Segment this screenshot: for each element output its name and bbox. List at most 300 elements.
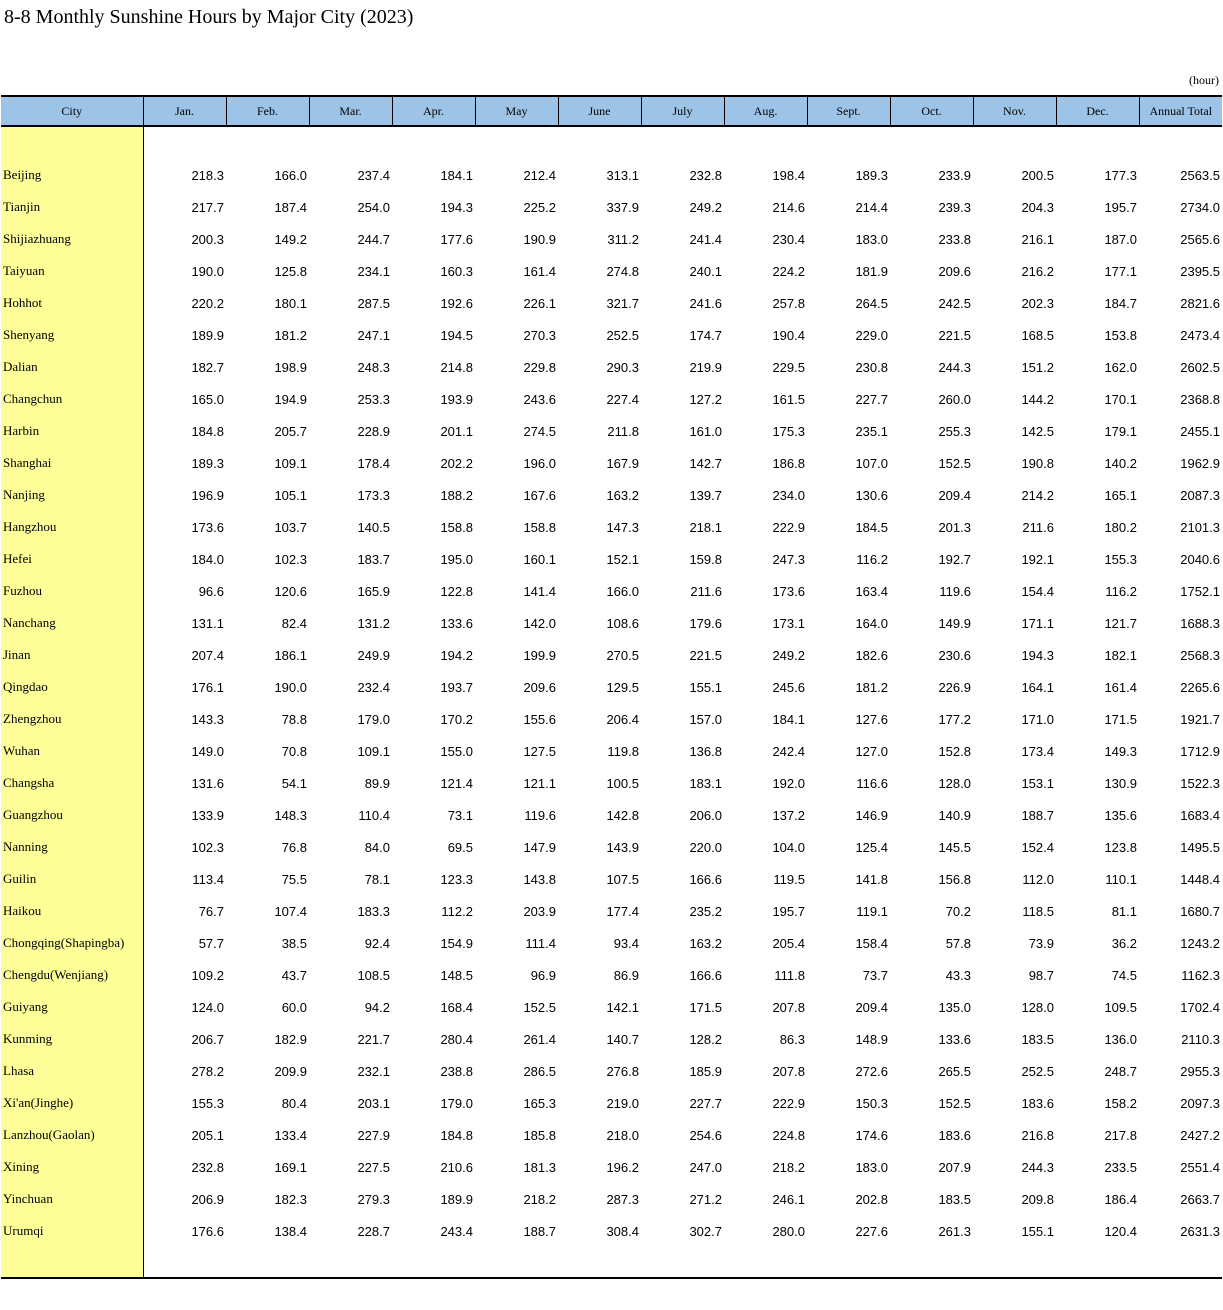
- month-value-cell: 146.9: [855, 807, 888, 823]
- month-value-cell: 235.1: [855, 423, 888, 439]
- month-value-cell: 116.6: [856, 775, 888, 791]
- month-value-cell: 227.5: [357, 1159, 390, 1175]
- month-value-cell: 113.4: [192, 871, 224, 887]
- month-value-cell: 219.9: [689, 359, 722, 375]
- month-value-cell: 198.9: [274, 359, 307, 375]
- month-value-cell: 121.7: [1104, 615, 1137, 631]
- month-value-cell: 290.3: [606, 359, 639, 375]
- month-value-cell: 183.6: [1021, 1095, 1054, 1111]
- city-name: Guangzhou: [3, 807, 63, 822]
- month-value-cell: 209.9: [274, 1063, 307, 1079]
- month-value-cell: 222.9: [772, 519, 805, 535]
- month-value-cell: 170.1: [1104, 391, 1137, 407]
- month-value-cell: 183.7: [357, 551, 390, 567]
- month-value-cell: 70.8: [281, 743, 307, 759]
- month-value-cell: 187.0: [1104, 231, 1137, 247]
- month-value-cell: 195.7: [1104, 199, 1137, 215]
- data-sheet: [1, 95, 1222, 1279]
- month-value-cell: 202.3: [1021, 295, 1054, 311]
- month-value-cell: 128.0: [938, 775, 971, 791]
- month-value-cell: 163.4: [855, 583, 888, 599]
- city-name: Guilin: [3, 871, 37, 886]
- city-name: Hangzhou: [3, 519, 57, 534]
- column-header: July: [641, 96, 724, 126]
- month-value-cell: 211.6: [690, 583, 722, 599]
- month-value-cell: 260.0: [938, 391, 971, 407]
- month-value-cell: 278.2: [191, 1063, 224, 1079]
- city-name: Kunming: [3, 1031, 53, 1046]
- month-value-cell: 165.9: [357, 583, 390, 599]
- month-value-cell: 154.9: [440, 935, 473, 951]
- annual-total-cell: 2563.5: [1180, 167, 1220, 183]
- month-value-cell: 109.1: [357, 743, 390, 759]
- month-value-cell: 119.8: [607, 743, 639, 759]
- month-value-cell: 57.8: [945, 935, 971, 951]
- month-value-cell: 287.5: [357, 295, 390, 311]
- month-value-cell: 216.2: [1021, 263, 1054, 279]
- month-value-cell: 153.1: [1021, 775, 1054, 791]
- city-name: Zhengzhou: [3, 711, 62, 726]
- city-name: Nanjing: [3, 487, 45, 502]
- month-value-cell: 232.4: [357, 679, 390, 695]
- month-value-cell: 128.0: [1021, 999, 1054, 1015]
- month-value-cell: 280.4: [440, 1031, 473, 1047]
- month-value-cell: 189.3: [191, 455, 224, 471]
- spacer-row: [1, 126, 1222, 159]
- month-value-cell: 242.4: [772, 743, 805, 759]
- month-value-cell: 204.3: [1021, 199, 1054, 215]
- annual-total-cell: 2087.3: [1180, 487, 1220, 503]
- month-value-cell: 246.1: [772, 1191, 805, 1207]
- month-value-cell: 171.5: [1104, 711, 1137, 727]
- city-name: Changchun: [3, 391, 63, 406]
- month-value-cell: 214.2: [1021, 487, 1054, 503]
- month-value-cell: 255.3: [938, 423, 971, 439]
- city-name: Changsha: [3, 775, 55, 790]
- annual-total-cell: 2101.3: [1180, 519, 1220, 535]
- month-value-cell: 221.5: [689, 647, 722, 663]
- month-value-cell: 249.2: [689, 199, 722, 215]
- month-value-cell: 166.0: [274, 167, 307, 183]
- month-value-cell: 127.5: [523, 743, 556, 759]
- month-value-cell: 171.5: [689, 999, 722, 1015]
- column-header: Oct.: [890, 96, 973, 126]
- city-name: Fuzhou: [3, 583, 42, 598]
- month-value-cell: 185.8: [523, 1127, 556, 1143]
- table-row: [1, 319, 1222, 351]
- month-value-cell: 227.7: [855, 391, 888, 407]
- annual-total-cell: 2568.3: [1180, 647, 1220, 663]
- month-value-cell: 158.4: [855, 935, 888, 951]
- table-row: [1, 1087, 1222, 1119]
- month-value-cell: 148.3: [274, 807, 307, 823]
- month-value-cell: 54.1: [281, 775, 307, 791]
- month-value-cell: 254.0: [357, 199, 390, 215]
- month-value-cell: 36.2: [1111, 935, 1137, 951]
- month-value-cell: 78.8: [281, 711, 307, 727]
- city-name: Jinan: [3, 647, 31, 662]
- month-value-cell: 177.1: [1104, 263, 1137, 279]
- month-value-cell: 165.1: [1104, 487, 1137, 503]
- month-value-cell: 166.6: [689, 871, 722, 887]
- month-value-cell: 118.5: [1022, 903, 1054, 919]
- month-value-cell: 192.1: [1021, 551, 1054, 567]
- month-value-cell: 189.3: [855, 167, 888, 183]
- month-value-cell: 337.9: [606, 199, 639, 215]
- month-value-cell: 135.6: [1104, 807, 1137, 823]
- month-value-cell: 209.8: [1021, 1191, 1054, 1207]
- column-header: Apr.: [392, 96, 475, 126]
- header-row: [1, 96, 1222, 126]
- table-title: 8-8 Monthly Sunshine Hours by Major City (2023): [4, 6, 414, 28]
- month-value-cell: 234.1: [357, 263, 390, 279]
- month-value-cell: 230.8: [855, 359, 888, 375]
- month-value-cell: 94.2: [364, 999, 390, 1015]
- month-value-cell: 207.9: [938, 1159, 971, 1175]
- month-value-cell: 155.1: [689, 679, 722, 695]
- annual-total-cell: 1243.2: [1180, 935, 1220, 951]
- month-value-cell: 205.1: [191, 1127, 224, 1143]
- month-value-cell: 209.4: [855, 999, 888, 1015]
- month-value-cell: 161.5: [772, 391, 805, 407]
- month-value-cell: 76.7: [198, 903, 224, 919]
- month-value-cell: 177.6: [440, 231, 473, 247]
- month-value-cell: 154.4: [1021, 583, 1054, 599]
- annual-total-cell: 1448.4: [1180, 871, 1220, 887]
- month-value-cell: 196.2: [606, 1159, 639, 1175]
- month-value-cell: 140.9: [938, 807, 971, 823]
- month-value-cell: 161.4: [1104, 679, 1137, 695]
- month-value-cell: 125.8: [274, 263, 307, 279]
- month-value-cell: 186.8: [772, 455, 805, 471]
- city-name: Wuhan: [3, 743, 41, 758]
- month-value-cell: 221.5: [938, 327, 971, 343]
- column-header: Mar.: [309, 96, 392, 126]
- month-value-cell: 210.6: [440, 1159, 473, 1175]
- month-value-cell: 183.5: [1021, 1031, 1054, 1047]
- city-name: Lhasa: [3, 1063, 35, 1078]
- month-value-cell: 218.1: [689, 519, 722, 535]
- month-value-cell: 182.1: [1104, 647, 1137, 663]
- city-name: Harbin: [3, 423, 40, 438]
- month-value-cell: 202.8: [855, 1191, 888, 1207]
- month-value-cell: 234.0: [772, 487, 805, 503]
- month-value-cell: 84.0: [364, 839, 390, 855]
- month-value-cell: 264.5: [855, 295, 888, 311]
- column-header: Nov.: [973, 96, 1056, 126]
- table-row: [1, 1215, 1222, 1247]
- month-value-cell: 188.7: [523, 1223, 556, 1239]
- table-row: [1, 1119, 1222, 1151]
- table-row: [1, 799, 1222, 831]
- month-value-cell: 226.9: [938, 679, 971, 695]
- month-value-cell: 178.4: [357, 455, 390, 471]
- month-value-cell: 149.9: [938, 615, 971, 631]
- table-body: [1, 126, 1222, 1247]
- month-value-cell: 227.9: [357, 1127, 390, 1143]
- month-value-cell: 163.2: [606, 487, 639, 503]
- month-value-cell: 165.0: [191, 391, 224, 407]
- month-value-cell: 180.1: [274, 295, 307, 311]
- city-name: Shenyang: [3, 327, 55, 342]
- month-value-cell: 184.5: [855, 519, 888, 535]
- month-value-cell: 171.1: [1021, 615, 1054, 631]
- month-value-cell: 195.0: [440, 551, 473, 567]
- month-value-cell: 265.5: [938, 1063, 971, 1079]
- month-value-cell: 136.8: [689, 743, 722, 759]
- month-value-cell: 148.5: [440, 967, 473, 983]
- month-value-cell: 188.2: [440, 487, 473, 503]
- month-value-cell: 170.2: [440, 711, 473, 727]
- table-row: [1, 927, 1222, 959]
- month-value-cell: 181.3: [523, 1159, 556, 1175]
- month-value-cell: 196.9: [191, 487, 224, 503]
- month-value-cell: 74.5: [1111, 967, 1137, 983]
- month-value-cell: 287.3: [606, 1191, 639, 1207]
- month-value-cell: 164.0: [855, 615, 888, 631]
- month-value-cell: 158.2: [1104, 1095, 1137, 1111]
- city-name: Haikou: [3, 903, 42, 918]
- month-value-cell: 186.4: [1104, 1191, 1137, 1207]
- month-value-cell: 224.8: [772, 1127, 805, 1143]
- month-value-cell: 80.4: [281, 1095, 307, 1111]
- table-row: [1, 959, 1222, 991]
- month-value-cell: 227.6: [855, 1223, 888, 1239]
- month-value-cell: 229.8: [523, 359, 556, 375]
- month-value-cell: 243.4: [440, 1223, 473, 1239]
- month-value-cell: 232.8: [191, 1159, 224, 1175]
- month-value-cell: 272.6: [855, 1063, 888, 1079]
- annual-total-cell: 2455.1: [1180, 423, 1220, 439]
- month-value-cell: 226.1: [523, 295, 556, 311]
- month-value-cell: 137.2: [772, 807, 805, 823]
- month-value-cell: 254.6: [689, 1127, 722, 1143]
- month-value-cell: 112.0: [1022, 871, 1054, 887]
- city-name: Nanchang: [3, 615, 56, 630]
- month-value-cell: 123.3: [440, 871, 473, 887]
- month-value-cell: 73.7: [862, 967, 888, 983]
- month-value-cell: 184.7: [1104, 295, 1137, 311]
- column-header: June: [558, 96, 641, 126]
- month-value-cell: 109.5: [1104, 999, 1137, 1015]
- month-value-cell: 149.0: [191, 743, 224, 759]
- month-value-cell: 168.5: [1021, 327, 1054, 343]
- month-value-cell: 274.8: [606, 263, 639, 279]
- month-value-cell: 184.8: [440, 1127, 473, 1143]
- column-header-city: City: [1, 96, 143, 126]
- month-value-cell: 173.6: [772, 583, 805, 599]
- month-value-cell: 194.9: [274, 391, 307, 407]
- table-row: [1, 639, 1222, 671]
- table-row: [1, 703, 1222, 735]
- month-value-cell: 247.3: [772, 551, 805, 567]
- month-value-cell: 181.2: [274, 327, 307, 343]
- month-value-cell: 205.4: [772, 935, 805, 951]
- month-value-cell: 141.8: [855, 871, 888, 887]
- month-value-cell: 43.7: [281, 967, 307, 983]
- month-value-cell: 192.6: [440, 295, 473, 311]
- month-value-cell: 180.2: [1104, 519, 1137, 535]
- month-value-cell: 173.4: [1021, 743, 1054, 759]
- month-value-cell: 119.6: [939, 583, 971, 599]
- city-name: Urumqi: [3, 1223, 44, 1238]
- month-value-cell: 75.5: [281, 871, 307, 887]
- month-value-cell: 199.9: [523, 647, 556, 663]
- annual-total-cell: 2265.6: [1180, 679, 1220, 695]
- month-value-cell: 232.1: [357, 1063, 390, 1079]
- month-value-cell: 175.3: [772, 423, 805, 439]
- annual-total-cell: 1921.7: [1180, 711, 1220, 727]
- table-row: [1, 287, 1222, 319]
- month-value-cell: 142.7: [689, 455, 722, 471]
- month-value-cell: 270.3: [523, 327, 556, 343]
- month-value-cell: 214.8: [440, 359, 473, 375]
- month-value-cell: 214.4: [855, 199, 888, 215]
- annual-total-cell: 1712.9: [1180, 743, 1220, 759]
- month-value-cell: 173.6: [191, 519, 224, 535]
- month-value-cell: 133.4: [274, 1127, 307, 1143]
- table-row: [1, 479, 1222, 511]
- month-value-cell: 183.6: [938, 1127, 971, 1143]
- month-value-cell: 96.9: [530, 967, 556, 983]
- month-value-cell: 153.8: [1104, 327, 1137, 343]
- table-row: [1, 415, 1222, 447]
- annual-total-cell: 1680.7: [1180, 903, 1220, 919]
- month-value-cell: 142.0: [523, 615, 556, 631]
- month-value-cell: 143.3: [191, 711, 224, 727]
- month-value-cell: 194.5: [440, 327, 473, 343]
- month-value-cell: 194.2: [440, 647, 473, 663]
- month-value-cell: 162.0: [1104, 359, 1137, 375]
- month-value-cell: 181.9: [855, 263, 888, 279]
- month-value-cell: 144.2: [1021, 391, 1054, 407]
- month-value-cell: 161.4: [523, 263, 556, 279]
- month-value-cell: 142.1: [606, 999, 639, 1015]
- month-value-cell: 158.8: [523, 519, 556, 535]
- month-value-cell: 184.0: [191, 551, 224, 567]
- city-name: Chongqing(Shapingba): [3, 935, 125, 950]
- month-value-cell: 173.1: [772, 615, 805, 631]
- month-value-cell: 195.7: [772, 903, 805, 919]
- month-value-cell: 274.5: [523, 423, 556, 439]
- month-value-cell: 193.7: [440, 679, 473, 695]
- month-value-cell: 139.7: [689, 487, 722, 503]
- month-value-cell: 211.8: [607, 423, 639, 439]
- month-value-cell: 183.1: [689, 775, 722, 791]
- month-value-cell: 109.2: [191, 967, 224, 983]
- month-value-cell: 244.3: [1021, 1159, 1054, 1175]
- annual-total-cell: 1702.4: [1180, 999, 1220, 1015]
- month-value-cell: 155.6: [523, 711, 556, 727]
- month-value-cell: 183.0: [855, 231, 888, 247]
- month-value-cell: 145.5: [938, 839, 971, 855]
- sunshine-table: [1, 95, 1222, 1247]
- table-row: [1, 511, 1222, 543]
- month-value-cell: 270.5: [606, 647, 639, 663]
- month-value-cell: 182.9: [274, 1031, 307, 1047]
- month-value-cell: 43.3: [945, 967, 971, 983]
- city-name: Shijiazhuang: [3, 231, 71, 246]
- table-row: [1, 607, 1222, 639]
- column-header: May: [475, 96, 558, 126]
- table-row: [1, 1151, 1222, 1183]
- table-row: [1, 1183, 1222, 1215]
- month-value-cell: 239.3: [938, 199, 971, 215]
- month-value-cell: 158.8: [440, 519, 473, 535]
- month-value-cell: 187.4: [274, 199, 307, 215]
- city-name: Yinchuan: [3, 1191, 53, 1206]
- month-value-cell: 166.6: [689, 967, 722, 983]
- month-value-cell: 152.5: [523, 999, 556, 1015]
- month-value-cell: 192.0: [772, 775, 805, 791]
- table-row: [1, 447, 1222, 479]
- month-value-cell: 201.1: [440, 423, 473, 439]
- month-value-cell: 179.6: [689, 615, 722, 631]
- month-value-cell: 237.4: [357, 167, 390, 183]
- table-row: [1, 831, 1222, 863]
- month-value-cell: 229.0: [855, 327, 888, 343]
- month-value-cell: 73.1: [447, 807, 473, 823]
- month-value-cell: 182.3: [274, 1191, 307, 1207]
- month-value-cell: 247.1: [357, 327, 390, 343]
- month-value-cell: 121.1: [523, 775, 556, 791]
- month-value-cell: 161.0: [689, 423, 722, 439]
- month-value-cell: 168.4: [440, 999, 473, 1015]
- annual-total-cell: 1962.9: [1180, 455, 1220, 471]
- month-value-cell: 169.1: [274, 1159, 307, 1175]
- column-header: Jan.: [143, 96, 226, 126]
- month-value-cell: 216.8: [1021, 1127, 1054, 1143]
- month-value-cell: 110.1: [1105, 871, 1137, 887]
- annual-total-cell: 2040.6: [1180, 551, 1220, 567]
- month-value-cell: 184.8: [191, 423, 224, 439]
- month-value-cell: 241.6: [689, 295, 722, 311]
- month-value-cell: 156.8: [938, 871, 971, 887]
- table-row: [1, 159, 1222, 191]
- month-value-cell: 149.2: [274, 231, 307, 247]
- month-value-cell: 143.9: [606, 839, 639, 855]
- unit-label: (hour): [1189, 73, 1219, 87]
- month-value-cell: 110.4: [358, 807, 390, 823]
- month-value-cell: 228.7: [357, 1223, 390, 1239]
- city-name: Hefei: [3, 551, 32, 566]
- table-row: [1, 735, 1222, 767]
- month-value-cell: 271.2: [689, 1191, 722, 1207]
- month-value-cell: 190.4: [772, 327, 805, 343]
- month-value-cell: 133.6: [440, 615, 473, 631]
- month-value-cell: 119.6: [524, 807, 556, 823]
- month-value-cell: 302.7: [689, 1223, 722, 1239]
- table-row: [1, 1055, 1222, 1087]
- annual-total-cell: 2734.0: [1180, 199, 1220, 215]
- month-value-cell: 244.3: [938, 359, 971, 375]
- month-value-cell: 140.7: [606, 1031, 639, 1047]
- annual-total-cell: 1683.4: [1180, 807, 1220, 823]
- month-value-cell: 152.8: [938, 743, 971, 759]
- annual-total-cell: 2565.6: [1180, 231, 1220, 247]
- month-value-cell: 190.0: [191, 263, 224, 279]
- table-row: [1, 671, 1222, 703]
- month-value-cell: 182.6: [855, 647, 888, 663]
- month-value-cell: 128.2: [689, 1031, 722, 1047]
- month-value-cell: 218.0: [606, 1127, 639, 1143]
- table-row: [1, 1023, 1222, 1055]
- month-value-cell: 119.5: [773, 871, 805, 887]
- city-name: Shanghai: [3, 455, 52, 470]
- month-value-cell: 60.0: [281, 999, 307, 1015]
- month-value-cell: 196.0: [523, 455, 556, 471]
- month-value-cell: 149.3: [1104, 743, 1137, 759]
